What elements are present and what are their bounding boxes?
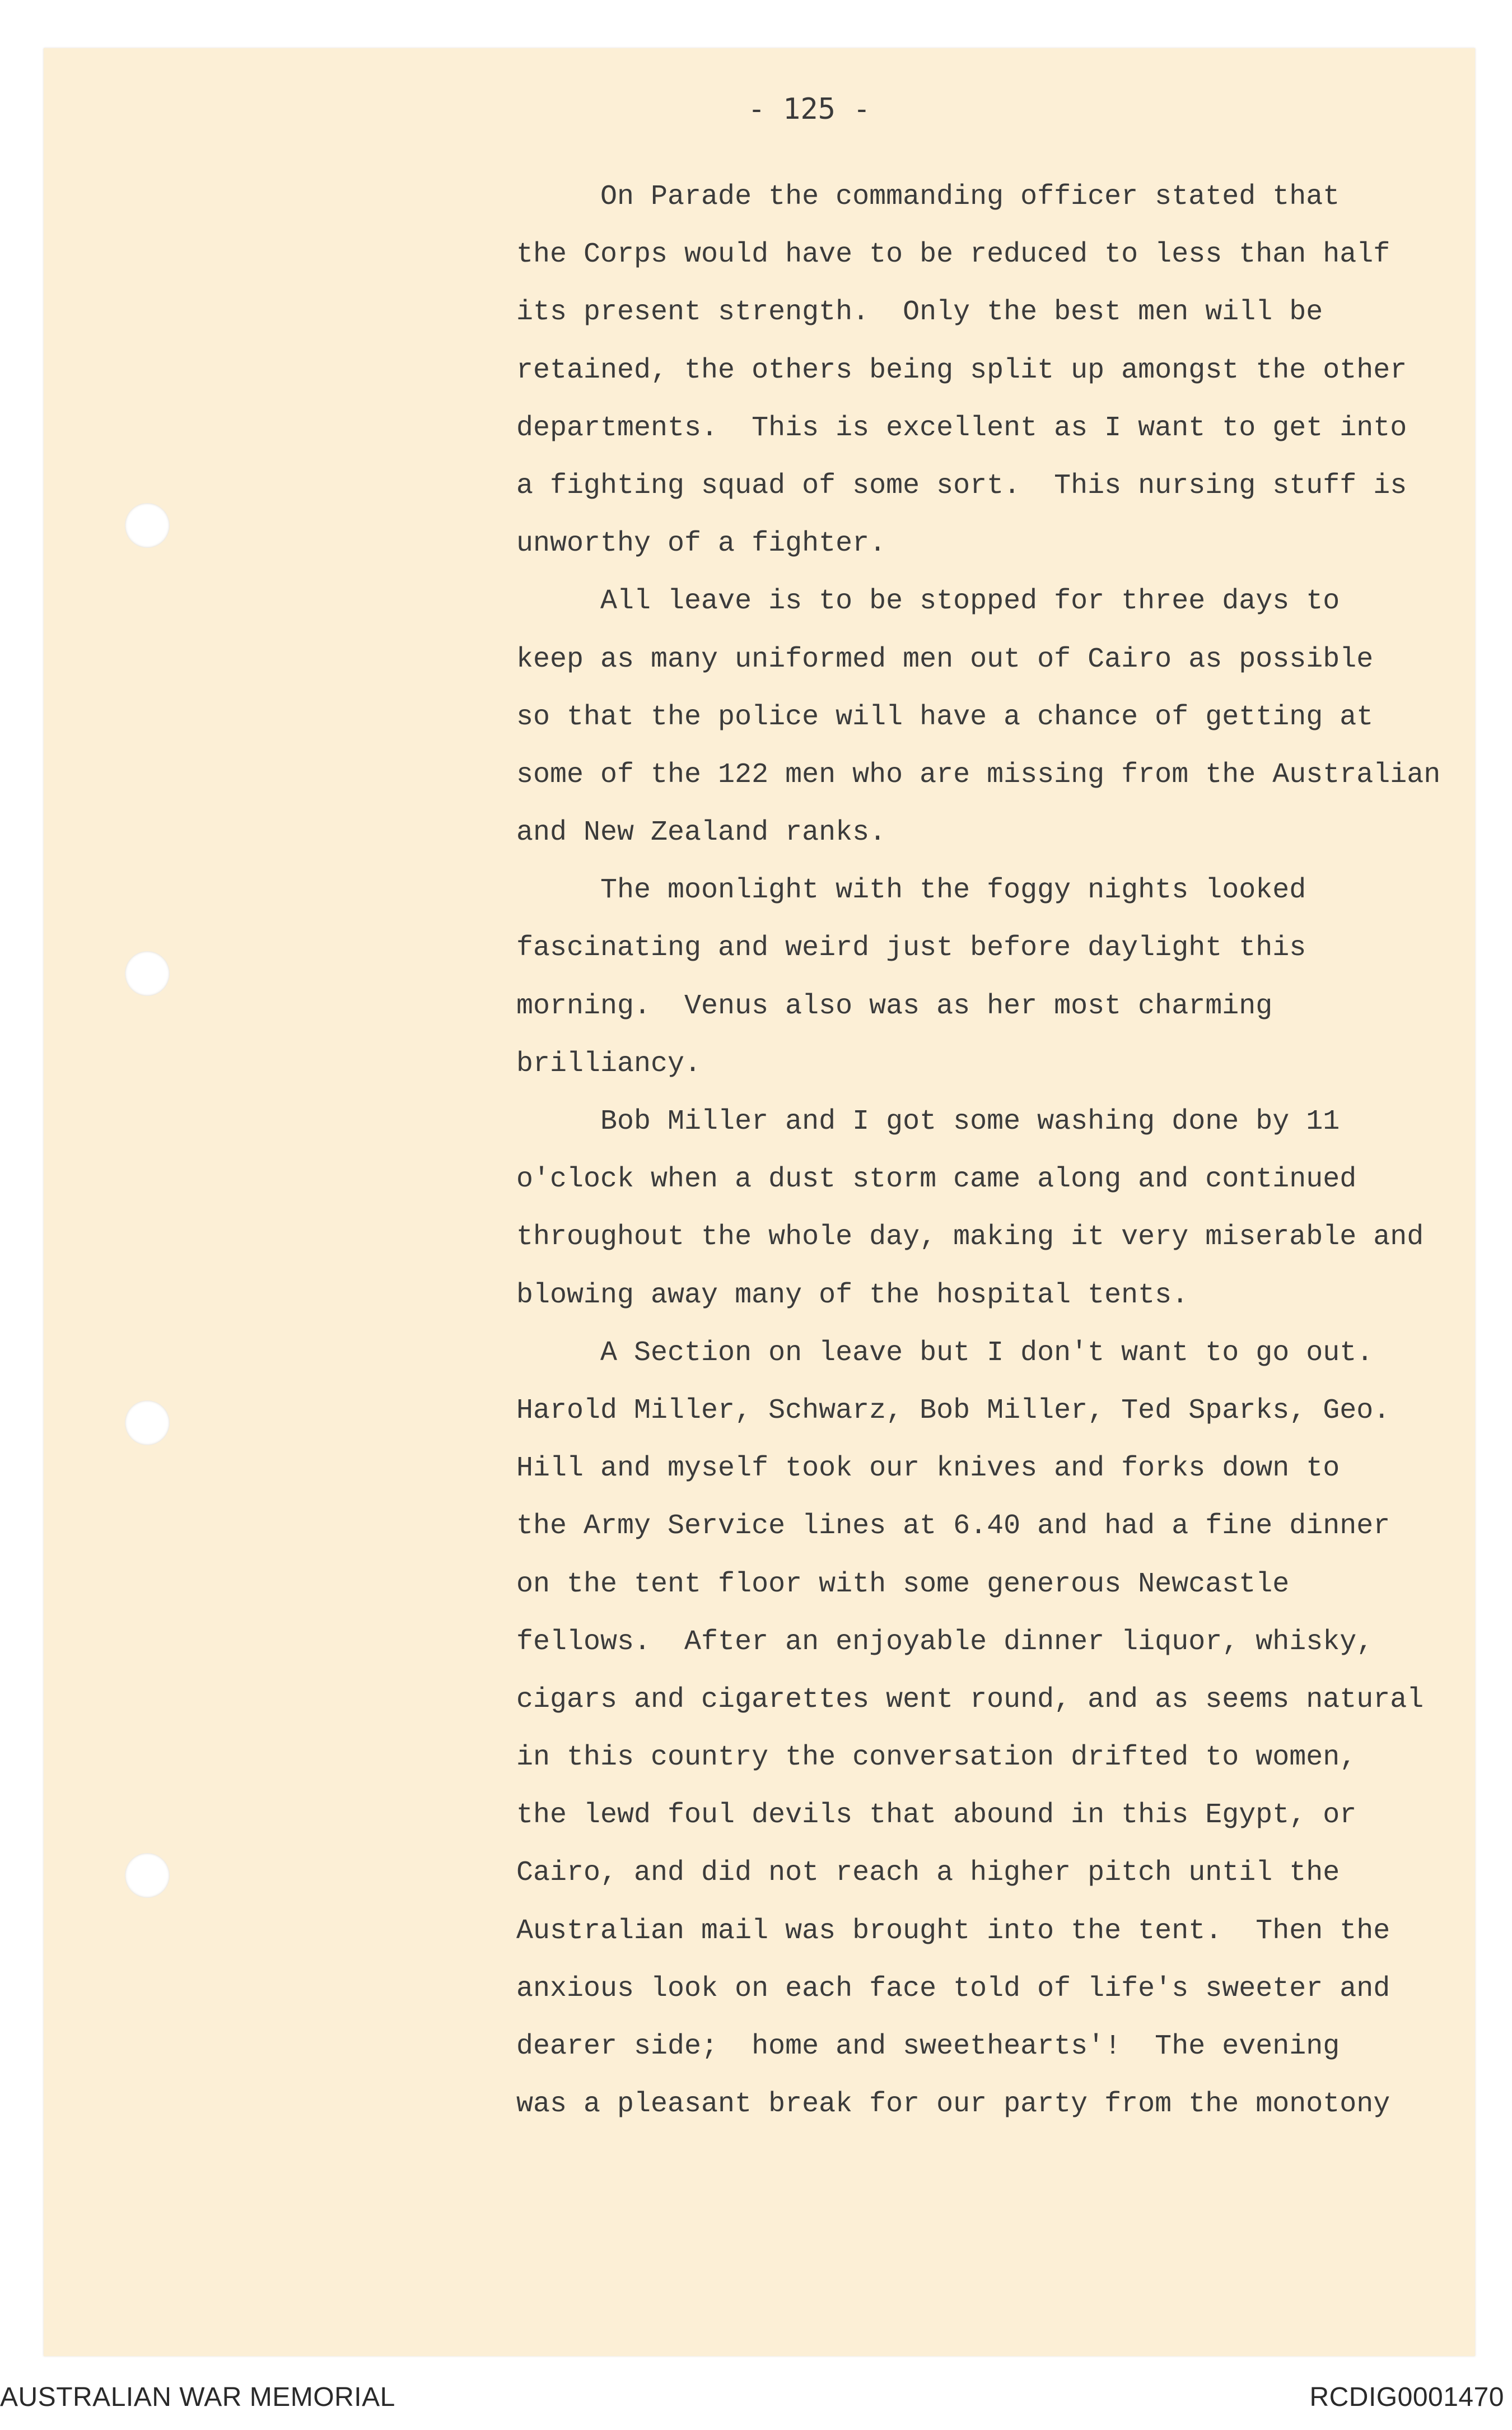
text-line: cigars and cigarettes went round, and as seems natural xyxy=(516,1683,1424,1716)
footer-archive-name: AUSTRALIAN WAR MEMORIAL xyxy=(0,2382,395,2412)
text-line: morning. Venus also was as her most charming xyxy=(516,990,1273,1022)
text-line: and New Zealand ranks. xyxy=(516,817,886,849)
text-line: dearer side; home and sweethearts'! The evening xyxy=(516,2031,1340,2063)
punch-hole xyxy=(125,1853,170,1898)
text-line: Harold Miller, Schwarz, Bob Miller, Ted Sparks, Geo. xyxy=(516,1394,1390,1427)
text-line: a fighting squad of some sort. This nursing stuff is xyxy=(516,469,1407,502)
paragraph xyxy=(516,1324,1480,2134)
paragraph xyxy=(516,862,1480,1093)
text-line: departments. This is excellent as I want to get into xyxy=(516,412,1407,444)
punch-hole xyxy=(125,503,170,548)
document-body xyxy=(516,168,1480,2133)
text-line: keep as many uniformed men out of Cairo as possible xyxy=(516,643,1374,676)
punch-hole xyxy=(125,1400,170,1445)
text-line: in this country the conversation drifted to women, xyxy=(516,1742,1357,1774)
text-line: brilliancy. xyxy=(516,1048,702,1080)
text-line: throughout the whole day, making it very miserable and xyxy=(516,1221,1424,1254)
text-line: was a pleasant break for our party from the monotony xyxy=(516,2088,1390,2121)
paragraph xyxy=(516,1093,1480,1324)
text-line: fascinating and weird just before daylight this xyxy=(516,932,1306,965)
page-number: - 125 - xyxy=(748,92,871,126)
text-line: Australian mail was brought into the tent. Then the xyxy=(516,1915,1390,1947)
text-line: the Corps would have to be reduced to less than half xyxy=(516,239,1390,271)
text-line: The moonlight with the foggy nights looked xyxy=(516,874,1306,907)
text-line: some of the 122 men who are missing from the Australian xyxy=(516,758,1441,791)
text-line: Cairo, and did not reach a higher pitch until the xyxy=(516,1857,1340,1889)
text-line: anxious look on each face told of life's sweeter and xyxy=(516,1972,1390,2005)
text-line: on the tent floor with some generous Newcastle xyxy=(516,1568,1290,1600)
text-line: so that the police will have a chance of getting at xyxy=(516,701,1374,733)
text-line: On Parade the commanding officer stated that xyxy=(516,181,1340,213)
text-line: its present strength. Only the best men will be xyxy=(516,296,1323,329)
paragraph xyxy=(516,572,1480,862)
paragraph xyxy=(516,168,1480,572)
text-line: retained, the others being split up amongst the other xyxy=(516,354,1407,387)
punch-hole xyxy=(125,951,170,996)
footer-record-id: RCDIG0001470 xyxy=(1309,2382,1504,2412)
text-line: the lewd foul devils that abound in this Egypt, or xyxy=(516,1799,1357,1832)
text-line: fellows. After an enjoyable dinner liquor, whisky, xyxy=(516,1626,1374,1658)
text-line: Bob Miller and I got some washing done by 11 xyxy=(516,1106,1340,1138)
text-line: Hill and myself took our knives and forks down to xyxy=(516,1453,1340,1485)
text-line: the Army Service lines at 6.40 and had a fine dinner xyxy=(516,1510,1390,1543)
text-line: A Section on leave but I don't want to go out. xyxy=(516,1337,1374,1369)
text-line: blowing away many of the hospital tents. xyxy=(516,1279,1189,1311)
text-line: All leave is to be stopped for three days to xyxy=(516,585,1340,618)
text-line: o'clock when a dust storm came along and continued xyxy=(516,1163,1357,1196)
text-line: unworthy of a fighter. xyxy=(516,528,886,560)
